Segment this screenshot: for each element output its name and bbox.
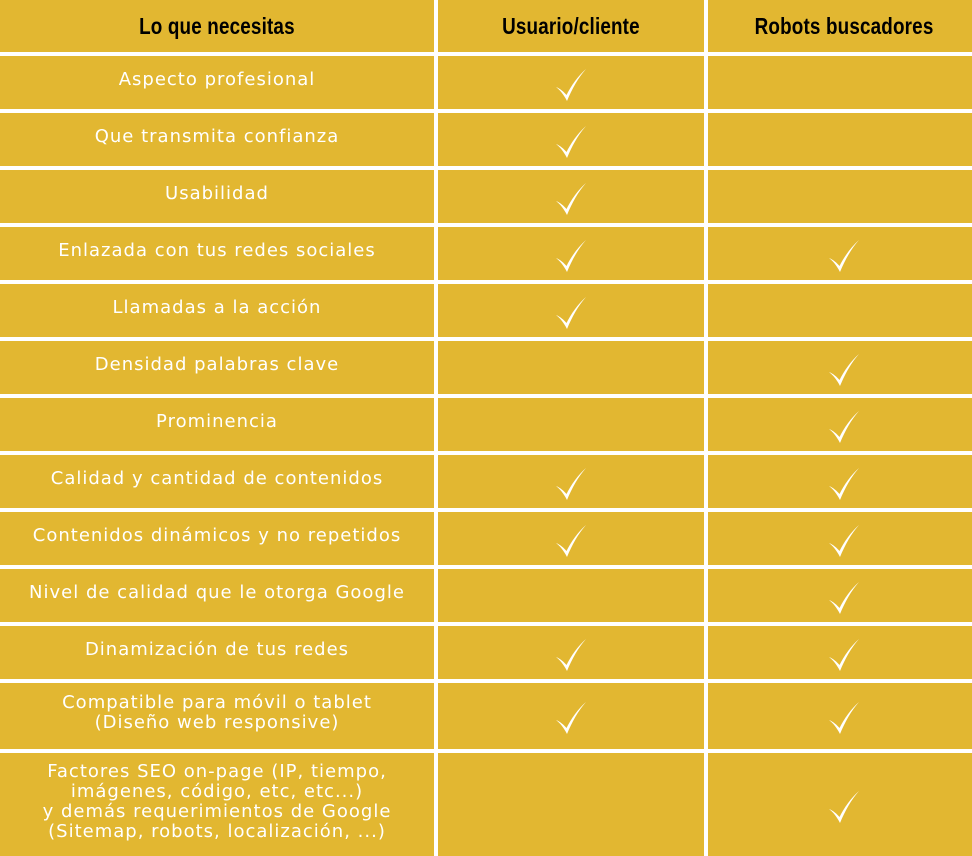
row-label-text: Enlazada con tus redes sociales xyxy=(58,239,376,261)
cell-robots xyxy=(708,170,972,223)
table-row-label xyxy=(0,683,434,749)
checkmark-icon xyxy=(554,517,588,561)
checkmark-icon xyxy=(827,783,861,827)
table-row-label xyxy=(0,227,434,280)
row-label-text: Llamadas a la acción xyxy=(112,296,322,318)
row-label-text: Dinamización de tus redes xyxy=(84,638,350,660)
row-label-text: Que transmita confianza xyxy=(94,125,340,147)
table-row-label xyxy=(0,455,434,508)
checkmark-icon xyxy=(554,631,588,675)
table-row-label xyxy=(0,569,434,622)
row-label-text: Usabilidad xyxy=(165,182,269,204)
checkmark-icon xyxy=(827,631,861,675)
row-label-text: Densidad palabras clave xyxy=(94,353,340,375)
row-label-text: Aspecto profesional xyxy=(118,68,316,90)
cell-robots xyxy=(708,455,972,508)
header-user-client: Usuario/cliente xyxy=(502,12,640,39)
cell-robots xyxy=(708,753,972,856)
cell-user xyxy=(438,569,704,622)
header-cell-robots xyxy=(708,0,972,52)
cell-user xyxy=(438,512,704,565)
table-row-label xyxy=(0,512,434,565)
row-label-text: Compatible para móvil o tablet (Diseño web responsive) xyxy=(62,692,372,733)
row-label-text: Nivel de calidad que le otorga Google xyxy=(29,581,405,603)
cell-robots xyxy=(708,398,972,451)
checkmark-icon xyxy=(827,403,861,447)
row-label-text: Contenidos dinámicos y no repetidos xyxy=(32,524,402,546)
header-cell-user xyxy=(438,0,704,52)
header-search-robots: Robots buscadores xyxy=(754,12,934,39)
cell-user xyxy=(438,284,704,337)
cell-robots xyxy=(708,113,972,166)
cell-robots xyxy=(708,512,972,565)
checkmark-icon xyxy=(554,175,588,219)
cell-user xyxy=(438,56,704,109)
table-row-label xyxy=(0,398,434,451)
cell-robots xyxy=(708,341,972,394)
cell-robots xyxy=(708,569,972,622)
checkmark-icon xyxy=(554,694,588,738)
checkmark-icon xyxy=(554,460,588,504)
cell-robots xyxy=(708,56,972,109)
cell-robots xyxy=(708,284,972,337)
checkmark-icon xyxy=(827,232,861,276)
checkmark-icon xyxy=(554,232,588,276)
table-row-label xyxy=(0,56,434,109)
header-needs: Lo que necesitas xyxy=(139,12,295,39)
table-row-label xyxy=(0,753,434,856)
table-row-label xyxy=(0,284,434,337)
checkmark-icon xyxy=(554,289,588,333)
row-label-text: Calidad y cantidad de contenidos xyxy=(50,467,384,489)
checkmark-icon xyxy=(827,346,861,390)
checkmark-icon xyxy=(554,61,588,105)
table-row-label xyxy=(0,341,434,394)
cell-user xyxy=(438,683,704,749)
cell-user xyxy=(438,170,704,223)
checkmark-icon xyxy=(827,574,861,618)
cell-user xyxy=(438,455,704,508)
header-cell-needs xyxy=(0,0,434,52)
checkmark-icon xyxy=(554,118,588,162)
cell-user xyxy=(438,113,704,166)
row-label-text: Prominencia xyxy=(156,410,278,432)
cell-user xyxy=(438,341,704,394)
row-label-text: Factores SEO on-page (IP, tiempo, imágenes, código, etc, etc...) y demás requerimientos de Google (Sitemap, robots, localización, ...) xyxy=(42,760,392,842)
cell-robots xyxy=(708,227,972,280)
table-row-label xyxy=(0,170,434,223)
checkmark-icon xyxy=(827,517,861,561)
cell-robots xyxy=(708,626,972,679)
checkmark-icon xyxy=(827,694,861,738)
cell-user xyxy=(438,626,704,679)
cell-robots xyxy=(708,683,972,749)
cell-user xyxy=(438,227,704,280)
checkmark-icon xyxy=(827,460,861,504)
cell-user xyxy=(438,398,704,451)
table-row-label xyxy=(0,113,434,166)
table-row-label xyxy=(0,626,434,679)
cell-user xyxy=(438,753,704,856)
